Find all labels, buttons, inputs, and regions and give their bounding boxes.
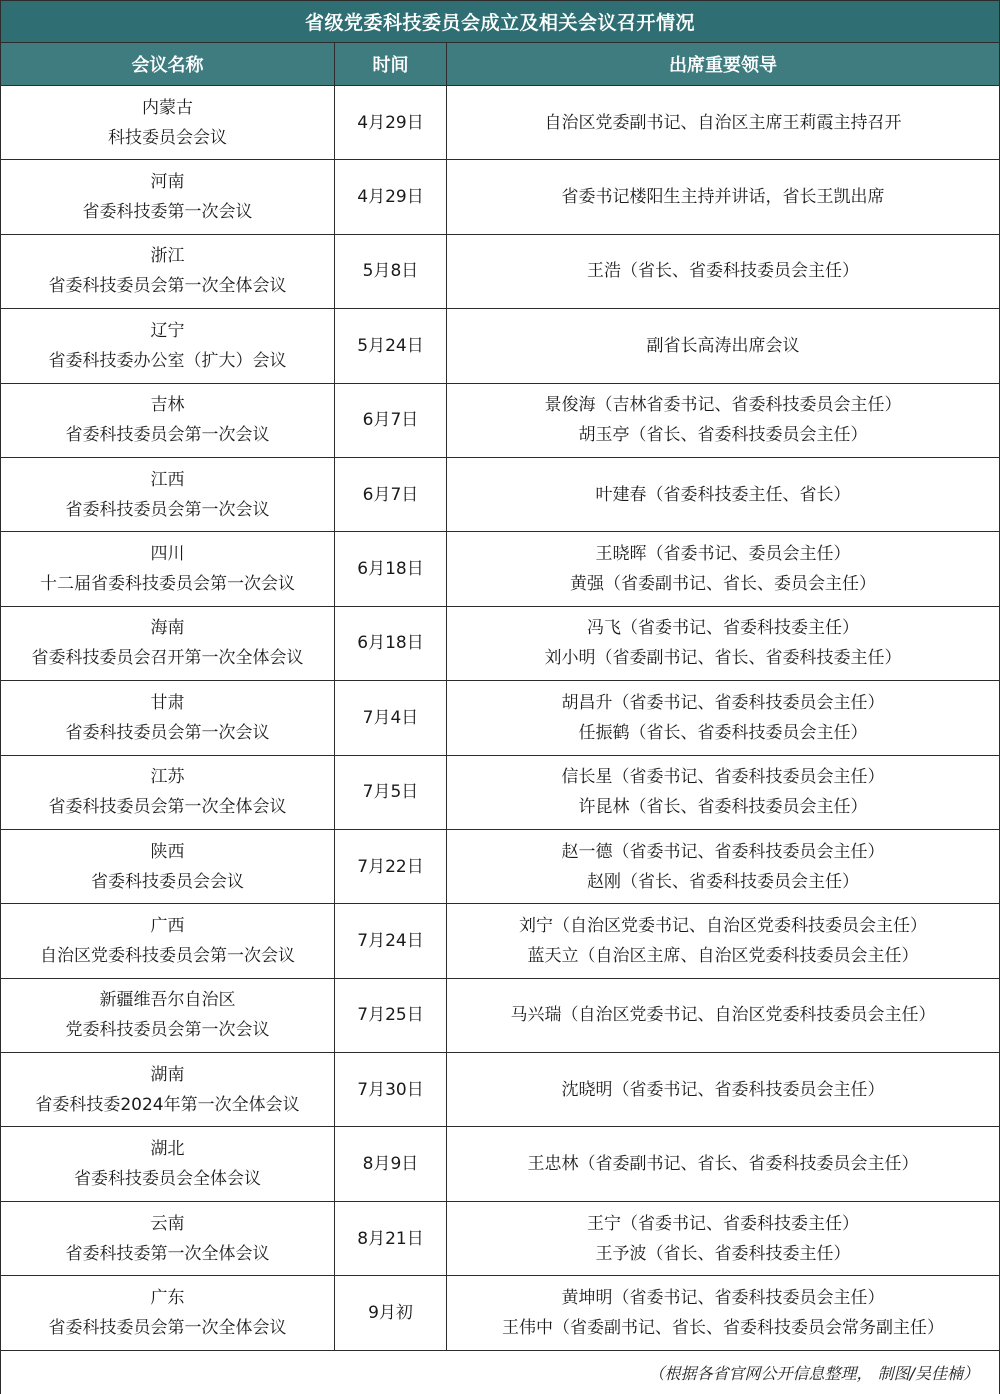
province-name: 湖南	[150, 1064, 185, 1085]
leader-entry: 王宁（省委书记、省委科技委主任）	[587, 1213, 860, 1234]
meeting-name: 省委科技委员会第一次会议	[65, 722, 270, 743]
leaders-cell	[447, 309, 1000, 383]
province-name: 云南	[150, 1213, 185, 1234]
meeting-name: 省委科技委员会全体会议	[74, 1169, 261, 1190]
leader-entry: 赵一德（省委书记、省委科技委员会主任）	[561, 841, 885, 862]
footnote: （根据各省官网公开信息整理， 制图/吴佳楠）	[1, 1350, 1000, 1394]
table-row	[1, 829, 1000, 903]
meeting-name-cell	[1, 1053, 335, 1127]
table-row	[1, 978, 1000, 1052]
meeting-name-cell	[1, 606, 335, 680]
leaders-cell	[447, 978, 1000, 1052]
meeting-name-cell	[1, 86, 335, 160]
leaders-cell	[447, 160, 1000, 234]
leaders-cell	[447, 1201, 1000, 1275]
column-header-date: 时间	[335, 43, 447, 86]
meeting-name-cell	[1, 1276, 335, 1350]
leader-entry: 王伟中（省委副书记、省长、省委科技委员会常务副主任）	[502, 1317, 945, 1338]
meeting-name-cell	[1, 1201, 335, 1275]
leaders-cell	[447, 1127, 1000, 1201]
leader-entry: 信长星（省委书记、省委科技委员会主任）	[561, 767, 885, 788]
meeting-name-cell	[1, 978, 335, 1052]
leader-entry: 黄坤明（省委书记、省委科技委员会主任）	[561, 1287, 885, 1308]
meeting-name: 党委科技委员会第一次会议	[65, 1020, 270, 1041]
leader-entry: 王忠林（省委副书记、省长、省委科技委员会主任）	[527, 1154, 919, 1175]
table-row	[1, 383, 1000, 457]
table-row	[1, 160, 1000, 234]
province-name: 内蒙古	[142, 97, 193, 118]
province-name: 广西	[150, 915, 185, 936]
meeting-name: 科技委员会会议	[108, 127, 227, 148]
meeting-name-cell	[1, 829, 335, 903]
province-name: 江苏	[150, 767, 185, 788]
leaders-cell	[447, 755, 1000, 829]
table-row	[1, 457, 1000, 531]
leader-entry: 王浩（省长、省委科技委员会主任）	[587, 261, 860, 282]
meeting-date-cell: 8月21日	[335, 1201, 447, 1275]
footnote-row	[1, 1350, 1000, 1394]
leader-entry: 自治区党委副书记、自治区主席王莉霞主持召开	[544, 112, 902, 133]
meeting-name: 省委科技委员会第一次会议	[65, 425, 270, 446]
meeting-name-cell	[1, 234, 335, 308]
meeting-date-cell: 7月30日	[335, 1053, 447, 1127]
meeting-date-cell: 7月4日	[335, 681, 447, 755]
leader-entry: 叶建春（省委科技委主任、省长）	[595, 484, 851, 505]
meeting-date-cell: 9月初	[335, 1276, 447, 1350]
meeting-name: 省委科技委第一次会议	[82, 202, 253, 223]
province-name: 新疆维吾尔自治区	[99, 990, 236, 1011]
column-header-leaders: 出席重要领导	[447, 43, 1000, 86]
meeting-name: 自治区党委科技委员会第一次会议	[40, 945, 295, 966]
meeting-name-cell	[1, 755, 335, 829]
table-title-row	[1, 1, 1000, 43]
table-row	[1, 532, 1000, 606]
column-header-row	[1, 43, 1000, 86]
meeting-date-cell: 5月24日	[335, 309, 447, 383]
leader-entry: 冯飞（省委书记、省委科技委主任）	[587, 618, 860, 639]
leaders-cell	[447, 383, 1000, 457]
leaders-cell	[447, 829, 1000, 903]
leader-entry: 胡昌升（省委书记、省委科技委员会主任）	[561, 692, 885, 713]
table-row	[1, 904, 1000, 978]
leader-entry: 景俊海（吉林省委书记、省委科技委员会主任）	[544, 395, 902, 416]
meeting-date-cell: 4月29日	[335, 86, 447, 160]
table-row	[1, 1201, 1000, 1275]
leader-entry: 刘小明（省委副书记、省长、省委科技委主任）	[544, 648, 902, 669]
table-title: 省级党委科技委员会成立及相关会议召开情况	[1, 1, 1000, 43]
province-name: 四川	[150, 544, 185, 565]
table-body	[1, 86, 1000, 1351]
meeting-name: 省委科技委员会召开第一次全体会议	[31, 648, 304, 669]
leader-entry: 沈晓明（省委书记、省委科技委员会主任）	[561, 1079, 885, 1100]
meeting-date-cell: 6月7日	[335, 457, 447, 531]
province-name: 甘肃	[150, 692, 185, 713]
meeting-date-cell: 7月5日	[335, 755, 447, 829]
meeting-name-cell	[1, 681, 335, 755]
leader-entry: 王予波（省长、省委科技委主任）	[595, 1243, 851, 1264]
meeting-name: 十二届省委科技委员会第一次会议	[40, 574, 295, 595]
province-name: 广东	[150, 1287, 185, 1308]
meeting-date-cell: 6月7日	[335, 383, 447, 457]
leaders-cell	[447, 681, 1000, 755]
meeting-name: 省委科技委员会第一次全体会议	[48, 797, 287, 818]
meeting-date-cell: 7月24日	[335, 904, 447, 978]
table-row	[1, 86, 1000, 160]
leaders-cell	[447, 1276, 1000, 1350]
meeting-date-cell: 6月18日	[335, 606, 447, 680]
meeting-name-cell	[1, 383, 335, 457]
leader-entry: 胡玉亭（省长、省委科技委员会主任）	[578, 425, 868, 446]
meeting-name: 省委科技委员会第一次全体会议	[48, 1317, 287, 1338]
table-row	[1, 309, 1000, 383]
table-row	[1, 1053, 1000, 1127]
meeting-name-cell	[1, 1127, 335, 1201]
leaders-cell	[447, 1053, 1000, 1127]
table-row	[1, 755, 1000, 829]
meeting-date-cell: 7月22日	[335, 829, 447, 903]
province-name: 河南	[150, 172, 185, 193]
province-name: 辽宁	[150, 320, 185, 341]
leaders-cell	[447, 234, 1000, 308]
leader-entry: 蓝天立（自治区主席、自治区党委科技委员会主任）	[527, 945, 919, 966]
leaders-cell	[447, 904, 1000, 978]
province-name: 吉林	[150, 395, 185, 416]
table-row	[1, 1127, 1000, 1201]
leader-entry: 副省长高涛出席会议	[646, 335, 800, 356]
province-name: 湖北	[150, 1139, 185, 1160]
meeting-date-cell: 7月25日	[335, 978, 447, 1052]
meeting-name-cell	[1, 309, 335, 383]
meeting-date-cell: 8月9日	[335, 1127, 447, 1201]
leader-entry: 王晓晖（省委书记、委员会主任）	[595, 544, 851, 565]
leaders-cell	[447, 457, 1000, 531]
meeting-name-cell	[1, 457, 335, 531]
province-name: 江西	[150, 469, 185, 490]
province-name: 海南	[150, 618, 185, 639]
table-row	[1, 606, 1000, 680]
leader-entry: 许昆林（省长、省委科技委员会主任）	[578, 797, 868, 818]
meeting-name-cell	[1, 904, 335, 978]
province-name: 陕西	[150, 841, 185, 862]
table-row	[1, 1276, 1000, 1350]
meeting-date-cell: 4月29日	[335, 160, 447, 234]
leader-entry: 刘宁（自治区党委书记、自治区党委科技委员会主任）	[519, 915, 928, 936]
leader-entry: 省委书记楼阳生主持并讲话，省长王凯出席	[561, 187, 885, 208]
column-header-meeting-name: 会议名称	[1, 43, 335, 86]
leaders-cell	[447, 86, 1000, 160]
meeting-name-cell	[1, 532, 335, 606]
leaders-cell	[447, 606, 1000, 680]
table-row	[1, 681, 1000, 755]
leaders-cell	[447, 532, 1000, 606]
meeting-name: 省委科技委员会会议	[91, 871, 244, 892]
leader-entry: 黄强（省委副书记、省长、委员会主任）	[570, 574, 877, 595]
meeting-name-cell	[1, 160, 335, 234]
meeting-name: 省委科技委2024年第一次全体会议	[35, 1094, 300, 1115]
meeting-name: 省委科技委员会第一次会议	[65, 499, 270, 520]
meeting-name: 省委科技委办公室（扩大）会议	[48, 350, 287, 371]
meeting-date-cell: 5月8日	[335, 234, 447, 308]
leader-entry: 任振鹤（省长、省委科技委员会主任）	[578, 722, 868, 743]
leader-entry: 赵刚（省长、省委科技委员会主任）	[587, 871, 860, 892]
meeting-name: 省委科技委员会第一次全体会议	[48, 276, 287, 297]
province-name: 浙江	[150, 246, 185, 267]
leader-entry: 马兴瑞（自治区党委书记、自治区党委科技委员会主任）	[510, 1005, 936, 1026]
table-row	[1, 234, 1000, 308]
meeting-date-cell: 6月18日	[335, 532, 447, 606]
meeting-name: 省委科技委第一次全体会议	[65, 1243, 270, 1264]
